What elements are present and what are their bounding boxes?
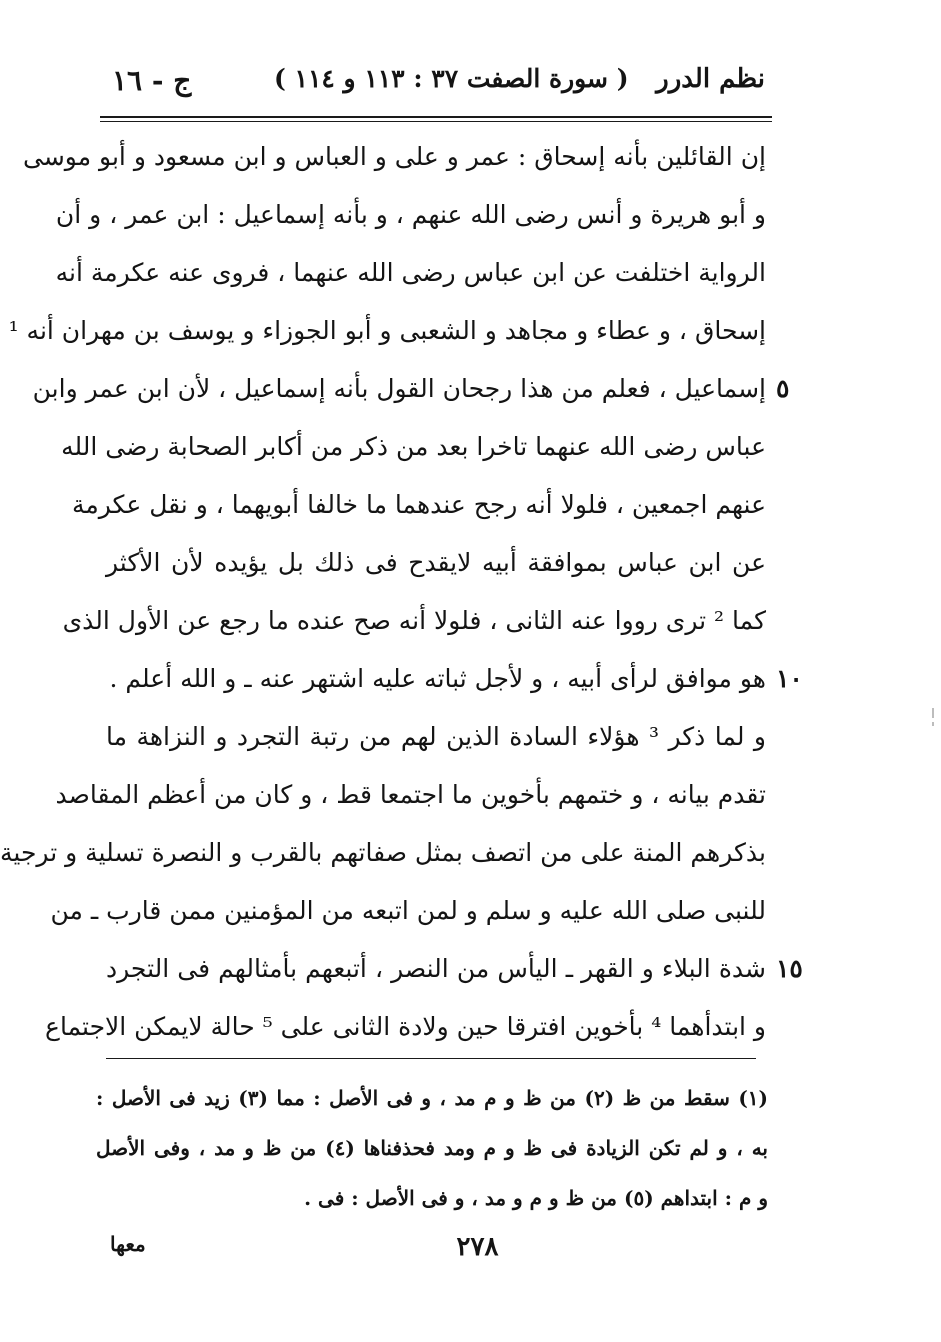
footnote-line: و م : ابتداهم (٥) من ظ و م و مد ، و فى الأصل : فى .: [304, 1186, 768, 1210]
print-speck: [932, 708, 934, 718]
text-line: إسحاق ، و عطاء و مجاهد و الشعبى و أبو الجوزاء و يوسف بن مهران أنه ¹: [8, 316, 766, 345]
book-title: نظم الدرر: [656, 64, 765, 94]
text-line: شدة البلاء و القهر ـ اليأس من النصر ، أتبعهم بأمثالهم فى التجرد: [106, 954, 766, 983]
text-line: إسماعيل ، فعلم من هذا رجحان القول بأنه إسماعيل ، لأن ابن عمر وابن: [32, 374, 766, 403]
text-line: و ابتدأهما ⁴ بأخوين افترقا حين ولادة الثانى على ⁵ حالة لايمكن الاجتماع: [45, 1012, 766, 1041]
text-line: عنهم اجمعين ، فلولا أنه رجح عندهما ما خالفا أبويهما ، و نقل عكرمة: [71, 490, 766, 519]
line-number: ١٠: [776, 664, 803, 693]
text-line: كما ² ترى رووا عنه الثانى ، فلولا أنه صح عنده ما رجع عن الأول الذى: [62, 606, 766, 635]
page-number: ٢٧٨: [456, 1232, 499, 1262]
print-speck: [932, 722, 934, 726]
footnote-separator: [106, 1058, 756, 1059]
line-number: ١٥: [776, 954, 803, 983]
text-line: و أبو هريرة و أنس رضى الله عنهم ، و بأنه إسماعيل : ابن عمر ، و أن: [55, 200, 766, 229]
text-line: عباس رضى الله عنهما تاخرا بعد من ذكر من أكابر الصحابة رضى الله: [61, 432, 766, 461]
text-line: و لما ذكر ³ هؤلاء السادة الذين لهم من رتبة التجرد و النزاهة ما: [106, 722, 766, 751]
text-line: تقدم بيانه ، و ختمهم بأخوين ما اجتمعا قط ، و كان من أعظم المقاصد: [55, 780, 766, 809]
footnote-line: به ، و لم تكن الزيادة فى ظ و م ومد فحذفناها (٤) من ظ و مد ، وفى الأصل: [96, 1136, 768, 1160]
text-line: بذكرهم المنة على من اتصف بمثل صفاتهم بالقرب و النصرة تسلية و ترجية: [0, 838, 766, 867]
text-line: هو موافق لرأى أبيه ، و لأجل ثباته عليه اشتهر عنه ـ و الله أعلم .: [109, 664, 766, 693]
part-number: ج - ١٦: [112, 64, 192, 97]
text-line: الرواية اختلفت عن ابن عباس رضى الله عنهما ، فروى عنه عكرمة أنه: [55, 258, 766, 287]
text-line: إن القائلين بأنه إسحاق : عمر و على و العباس و ابن مسعود و أبو موسى: [23, 142, 766, 171]
surah-verse-reference: ( سورة الصفت ٣٧ : ١١٣ و ١١٤ ): [274, 64, 629, 93]
catchword: معها: [110, 1232, 146, 1256]
text-line: عن ابن عباس بموافقة أبيه لايقدح فى ذلك بل يؤيده لأن الأكثر: [106, 548, 766, 577]
line-number: ٥: [776, 374, 790, 403]
footnote-line: (١) سقط من ظ (٢) من ظ و م مد ، و فى الأصل : مما (٣) زيد فى الأصل :: [96, 1086, 768, 1110]
text-line: للنبى صلى الله عليه و سلم و لمن اتبعه من المؤمنين ممن قارب ـ من: [50, 896, 766, 925]
